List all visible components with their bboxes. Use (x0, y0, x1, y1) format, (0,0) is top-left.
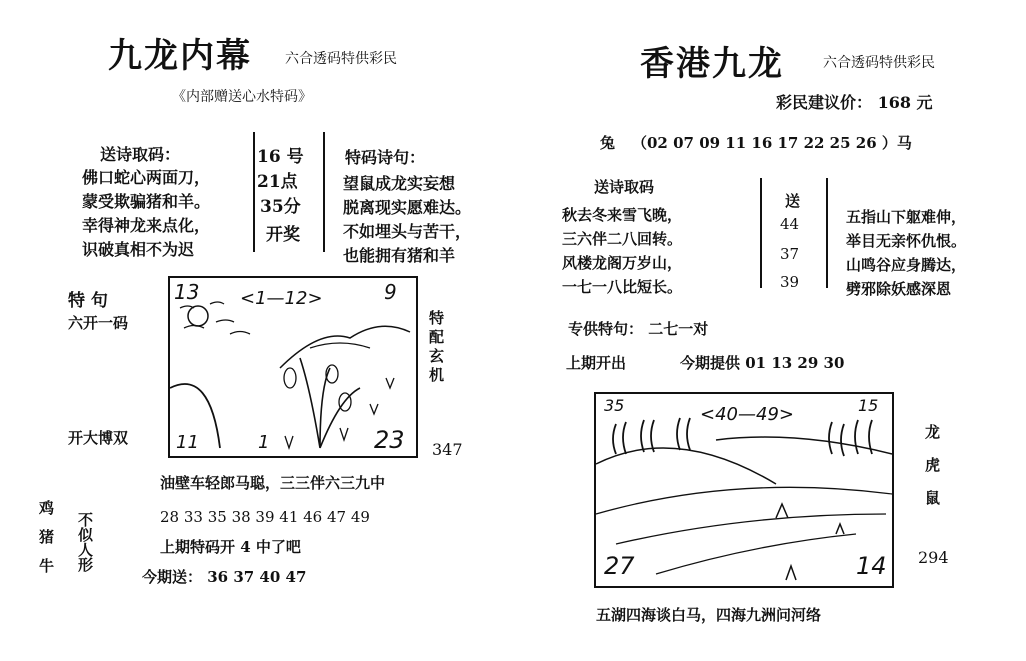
right-sketch-br: 14 (856, 552, 887, 580)
left-animals: 鸡猪牛 (37, 500, 55, 587)
tepei-label: 特配玄机 (427, 310, 445, 386)
poem-line: 蒙受欺骗猪和羊。 (82, 192, 211, 211)
left-send-poem (82, 166, 210, 262)
poem-line: 举目无亲怀仇恨。 (846, 232, 967, 250)
dt-num: 294 (918, 548, 949, 567)
left-special-poem (343, 172, 471, 268)
right-sketch-tr: 15 (858, 396, 879, 415)
right-footer: 五湖四海谈白马，四海九洲问河络 (596, 606, 822, 624)
left-last-period: 上期特码开 4 中了吧 (160, 538, 301, 556)
send-box-n1: 44 (780, 215, 800, 233)
right-sketch-range: <40—49> (700, 404, 794, 425)
poem-line: 秋去冬来雪飞晚， (562, 206, 683, 224)
left-sketch-bl: 11 (176, 432, 199, 453)
draw-hour: 21点 (257, 172, 298, 192)
poem-line: 三六伴二八回转。 (562, 230, 683, 248)
poem-line: 不如埋头与苦干， (343, 222, 472, 241)
tepei-num: 347 (432, 440, 463, 459)
poem-line: 识破真相不为迟 (82, 240, 195, 259)
left-numbers: 28 33 35 38 39 41 46 47 49 (160, 508, 370, 526)
right-sketch-tl: 35 (604, 396, 625, 415)
poem-line: 佛口蛇心两面刀， (82, 168, 211, 187)
right-price: 彩民建议价： 168 元 (776, 93, 933, 112)
right-poem2 (846, 205, 966, 301)
poem-line: 一七一八比短长。 (562, 278, 683, 296)
rabbit-label: 兔 (600, 134, 616, 152)
rabbit-numbers: （02 07 09 11 16 17 22 25 26 ）马 (632, 134, 912, 152)
send-box-n2: 37 (780, 245, 800, 263)
left-this-period: 今期送： 36 37 40 47 (142, 568, 307, 586)
left-title: 九龙内幕 (108, 36, 252, 76)
send-box-head: 送 (785, 192, 801, 210)
poem-line: 山鸣谷应身腾达， (846, 256, 967, 274)
left-sketch-tr: 9 (384, 280, 397, 304)
liukai-label: 六开一码 (68, 314, 129, 332)
left-special-heading: 特码诗句： (345, 148, 426, 167)
draw-minute: 35分 (260, 197, 301, 217)
left-riddle: 油壁车轻郎马聪，三三伴六三九中 (160, 474, 386, 492)
left-banner: 《内部赠送心水特码》 (172, 89, 312, 105)
right-last-open: 上期开出 (566, 354, 627, 372)
poem-line: 五指山下躯难伸， (846, 208, 967, 226)
bu-label: 不似人形 (76, 512, 94, 572)
left-sketch-tl: 13 (174, 280, 200, 304)
draw-open: 开奖 (266, 225, 300, 245)
kaida-label: 开大博双 (68, 429, 129, 447)
right-this-supply: 今期提供 01 13 29 30 (680, 354, 845, 372)
poem-line: 望鼠成龙实妄想 (343, 174, 456, 193)
left-sketch-range: <1—12> (240, 288, 323, 309)
poem-line: 脱离现实愿难达。 (343, 198, 472, 217)
left-send-poem-heading: 送诗取码： (100, 145, 181, 164)
right-special-line: 专供特句： 二七一对 (568, 320, 709, 338)
left-sketch-br: 23 (374, 426, 405, 454)
dragon-tiger-label: 龙虎鼠 (923, 424, 941, 523)
poem-line: 劈邪除妖感深恩 (846, 280, 952, 298)
right-title: 香港九龙 (640, 44, 784, 84)
right-subtitle: 六合透码特供彩民 (823, 55, 935, 71)
send-box-n3: 39 (780, 273, 800, 291)
left-subtitle: 六合透码特供彩民 (285, 51, 397, 67)
poem-line: 风楼龙阁万岁山， (562, 254, 683, 272)
teju-label: 特 句 (68, 291, 108, 311)
right-send-poem (562, 203, 682, 299)
poem-line: 也能拥有猪和羊 (343, 246, 456, 265)
right-send-poem-heading: 送诗取码 (594, 178, 655, 196)
draw-day: 16 号 (257, 147, 304, 167)
left-sketch-bm: 1 (258, 432, 270, 453)
poem-line: 幸得神龙来点化， (82, 216, 211, 235)
right-sketch-bl: 27 (604, 552, 635, 580)
